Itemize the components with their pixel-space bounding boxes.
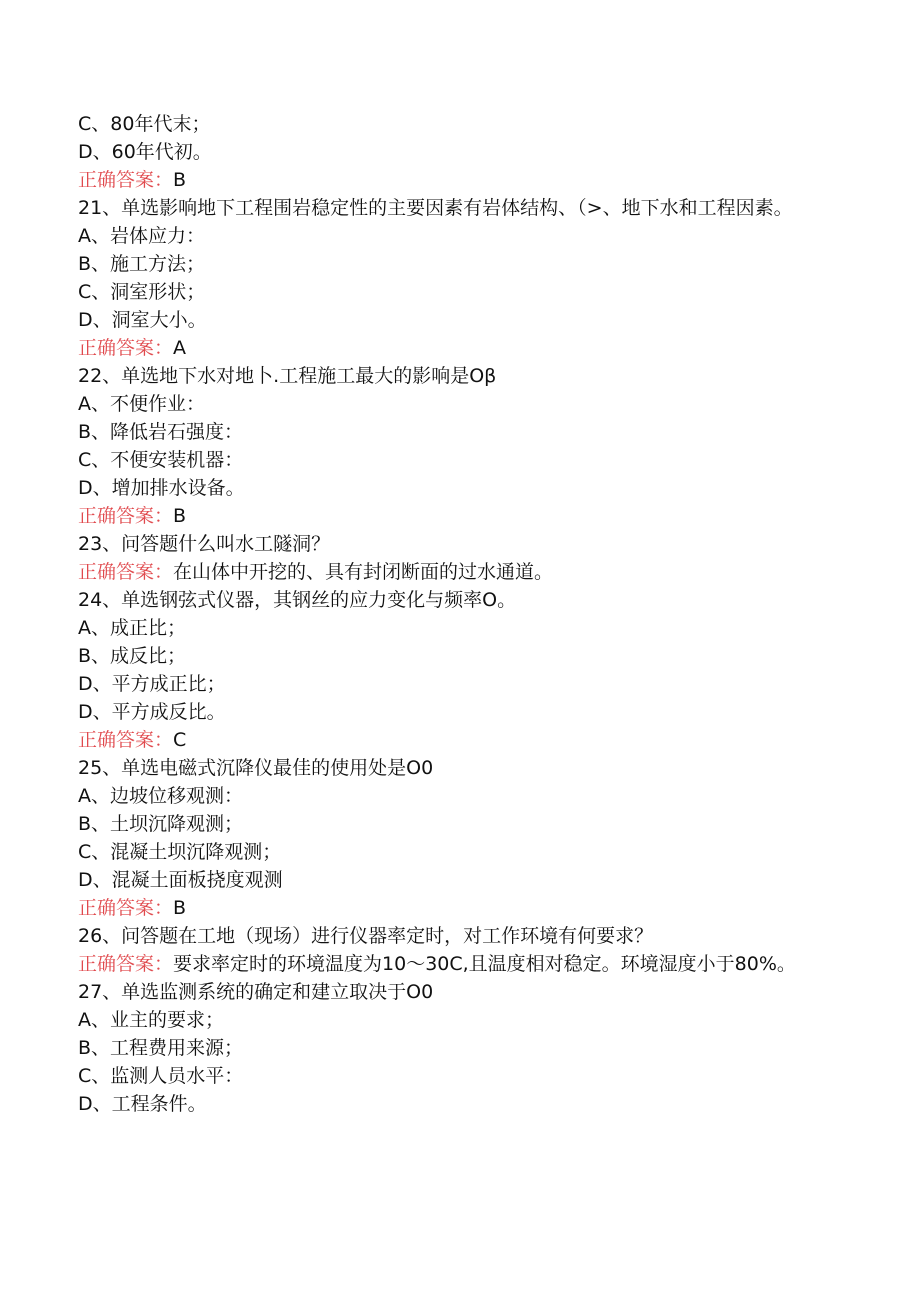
question-line: 22、单选地下水对地卜.工程施工最大的影响是Oβ (78, 365, 497, 387)
answer-line (78, 502, 848, 530)
option-line: C、混凝土坝沉降观测； (78, 841, 282, 863)
option-line: A、不便作业： (78, 393, 205, 415)
answer-value: A (173, 337, 187, 359)
answer-value: B (173, 169, 187, 191)
option-line: D、混凝土面板挠度观测 (78, 869, 283, 891)
answer-label: 正确答案： (78, 561, 174, 583)
option-line: B、工程费用来源； (78, 1037, 244, 1059)
answer-line (78, 950, 848, 978)
question-line: 21、单选影响地下工程围岩稳定性的主要因素有岩体结构、（>、地下水和工程因素。 (78, 197, 793, 219)
answer-label: 正确答案： (78, 953, 174, 975)
option-line: D、洞室大小。 (78, 309, 207, 331)
answer-line (78, 334, 848, 362)
option-line: D、增加排水设备。 (78, 477, 245, 499)
question-line: 25、单选电磁式沉降仪最佳的使用处是O0 (78, 757, 434, 779)
answer-label: 正确答案： (78, 505, 174, 527)
question-line: 26、问答题在工地（现场）进行仪器率定时，对工作环境有何要求？ (78, 925, 654, 947)
option-line: D、平方成正比； (78, 673, 226, 695)
answer-label: 正确答案： (78, 169, 174, 191)
answer-line (78, 894, 848, 922)
option-line: A、成正比； (78, 617, 186, 639)
answer-value: B (173, 505, 187, 527)
answer-label: 正确答案： (78, 897, 174, 919)
option-line: B、成反比； (78, 645, 187, 667)
option-line: B、土坝沉降观测； (78, 813, 244, 835)
question-line: 23、问答题什么叫水工隧洞？ (78, 533, 331, 555)
answer-line (78, 726, 848, 754)
answer-value: 要求率定时的环境温度为10～30C,且温度相对稳定。环境湿度小于80%。 (173, 953, 796, 975)
option-line: A、业主的要求； (78, 1009, 224, 1031)
option-line: B、降低岩石强度： (78, 421, 244, 443)
option-line: A、边坡位移观测： (78, 785, 243, 807)
answer-value: B (173, 897, 187, 919)
answer-line (78, 558, 848, 586)
option-line: B、施工方法； (78, 253, 206, 275)
option-line: C、80年代末； (78, 113, 211, 135)
option-line: C、不便安装机器： (78, 449, 244, 471)
answer-label: 正确答案： (78, 337, 174, 359)
answer-value: 在山体中开挖的、具有封闭断面的过水通道。 (173, 561, 554, 583)
option-line: D、工程条件。 (78, 1093, 207, 1115)
question-line: 24、单选钢弦式仪器，其钢丝的应力变化与频率O。 (78, 589, 517, 611)
option-line: C、监测人员水平： (78, 1065, 244, 1087)
question-line: 27、单选监测系统的确定和建立取决于O0 (78, 981, 434, 1003)
option-line: D、60年代初。 (78, 141, 212, 163)
answer-value: C (173, 729, 187, 751)
option-line: C、洞室形状； (78, 281, 206, 303)
option-line: A、岩体应力： (78, 225, 205, 247)
answer-label: 正确答案： (78, 729, 174, 751)
option-line: D、平方成反比。 (78, 701, 226, 723)
answer-line (78, 166, 848, 194)
document-page (78, 110, 848, 1118)
